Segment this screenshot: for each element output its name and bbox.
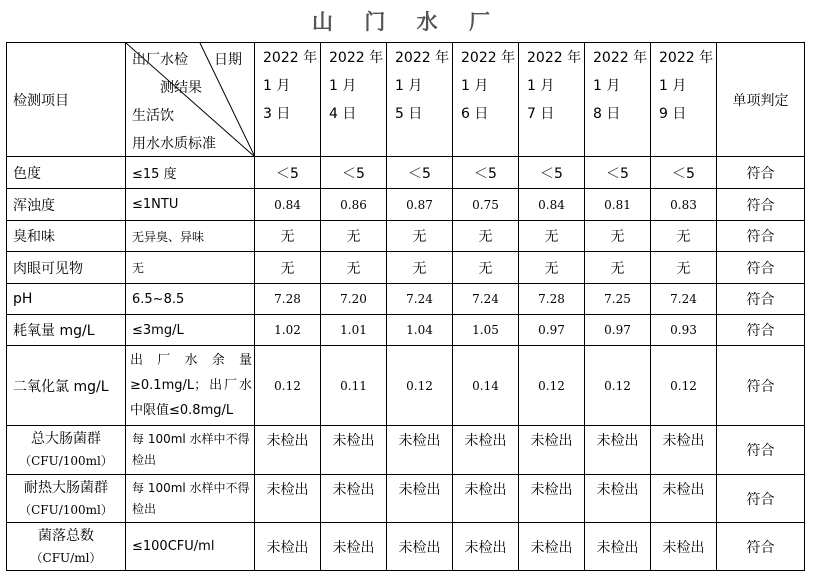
item-name: 肉眼可见物: [7, 252, 126, 284]
measurement-cell: 1.05: [453, 315, 519, 346]
measurement-cell: 0.12: [387, 346, 453, 426]
measurement-cell: 0.87: [387, 189, 453, 221]
date-header: 2022 年 1 月 5 日: [387, 43, 453, 157]
measurement-cell: 无: [255, 252, 321, 284]
judgement-cell: 符合: [717, 157, 805, 189]
table-row: [7, 426, 805, 475]
measurement-cell: 未检出: [651, 475, 717, 523]
document-title: 山 门 水 厂: [312, 10, 502, 34]
measurement-cell: 无: [387, 252, 453, 284]
measurement-cell: 未检出: [387, 426, 453, 475]
judgement-cell: 符合: [717, 189, 805, 221]
table-row: [7, 284, 805, 315]
measurement-cell: 无: [255, 221, 321, 252]
table-row: [7, 475, 805, 523]
measurement-cell: 未检出: [321, 475, 387, 523]
date-header: 2022 年 1 月 4 日: [321, 43, 387, 157]
standard-value: 每 100ml 水样中不得检出: [126, 475, 255, 523]
standard-value: ≤1NTU: [126, 189, 255, 221]
diag-water-label-b: 测结果: [160, 80, 202, 96]
judgement-cell: 符合: [717, 221, 805, 252]
measurement-cell: 0.84: [519, 189, 585, 221]
measurement-cell: 无: [651, 252, 717, 284]
measurement-cell: 无: [321, 221, 387, 252]
measurement-cell: 7.24: [453, 284, 519, 315]
item-name: pH: [7, 284, 126, 315]
measurement-cell: 0.86: [321, 189, 387, 221]
measurement-cell: 0.12: [255, 346, 321, 426]
measurement-cell: 0.12: [651, 346, 717, 426]
header-row: [7, 43, 805, 157]
item-name: 色度: [7, 157, 126, 189]
standard-value: 无: [126, 252, 255, 284]
item-name: 二氧化氯 mg/L: [7, 346, 126, 426]
measurement-cell: 未检出: [585, 475, 651, 523]
diag-water-label-a: 出厂水检: [132, 52, 188, 68]
judgement-cell: 符合: [717, 346, 805, 426]
table-row: [7, 221, 805, 252]
measurement-cell: ＜5: [651, 157, 717, 189]
table-row: [7, 315, 805, 346]
measurement-cell: 7.28: [255, 284, 321, 315]
measurement-cell: 未检出: [453, 426, 519, 475]
measurement-cell: ＜5: [453, 157, 519, 189]
measurement-cell: 7.24: [387, 284, 453, 315]
item-name: 臭和味: [7, 221, 126, 252]
date-header: 2022 年 1 月 3 日: [255, 43, 321, 157]
table-row: [7, 346, 805, 426]
measurement-cell: ＜5: [255, 157, 321, 189]
standard-value: 出厂水余量≥0.1mg/L；出厂水中限值≤0.8mg/L: [126, 346, 255, 426]
measurement-cell: 1.02: [255, 315, 321, 346]
measurement-cell: 未检出: [651, 426, 717, 475]
judgement-cell: 符合: [717, 475, 805, 523]
measurement-cell: 未检出: [255, 523, 321, 571]
item-name: 浑浊度: [7, 189, 126, 221]
table-row: [7, 523, 805, 571]
judgement-cell: 符合: [717, 284, 805, 315]
measurement-cell: 未检出: [255, 426, 321, 475]
standard-value: 每 100ml 水样中不得检出: [126, 426, 255, 475]
measurement-cell: 无: [321, 252, 387, 284]
item-name: 菌落总数 （CFU/ml）: [7, 523, 126, 571]
judgement-cell: 符合: [717, 315, 805, 346]
measurement-cell: 未检出: [519, 426, 585, 475]
table-row: [7, 189, 805, 221]
measurement-cell: 0.84: [255, 189, 321, 221]
standard-value: 6.5~8.5: [126, 284, 255, 315]
item-name: 耗氧量 mg/L: [7, 315, 126, 346]
date-header: 2022 年 1 月 6 日: [453, 43, 519, 157]
measurement-cell: 无: [387, 221, 453, 252]
diag-standard-label-a: 生活饮: [132, 108, 174, 124]
judgement-cell: 符合: [717, 252, 805, 284]
measurement-cell: 无: [453, 221, 519, 252]
measurement-cell: 0.97: [519, 315, 585, 346]
measurement-cell: 未检出: [519, 523, 585, 571]
measurement-cell: 未检出: [453, 523, 519, 571]
measurement-cell: 0.12: [519, 346, 585, 426]
judgement-cell: 符合: [717, 426, 805, 475]
standard-value: ≤3mg/L: [126, 315, 255, 346]
diag-date-label: 日期: [214, 52, 242, 68]
item-name: 耐热大肠菌群 （CFU/100ml）: [7, 475, 126, 523]
measurement-cell: 无: [453, 252, 519, 284]
measurement-cell: 0.12: [585, 346, 651, 426]
measurement-cell: 无: [585, 221, 651, 252]
diagonal-header-cell: [126, 43, 255, 157]
measurement-cell: 0.75: [453, 189, 519, 221]
measurement-cell: 1.01: [321, 315, 387, 346]
measurement-cell: 1.04: [387, 315, 453, 346]
date-header: 2022 年 1 月 8 日: [585, 43, 651, 157]
measurement-cell: 未检出: [519, 475, 585, 523]
measurement-cell: 未检出: [585, 523, 651, 571]
measurement-cell: 未检出: [255, 475, 321, 523]
diag-standard-label-b: 用水水质标准: [132, 136, 216, 152]
date-header: 2022 年 1 月 7 日: [519, 43, 585, 157]
measurement-cell: ＜5: [321, 157, 387, 189]
item-column-header: 检测项目: [7, 43, 126, 157]
measurement-cell: 无: [519, 221, 585, 252]
standard-value: ≤15 度: [126, 157, 255, 189]
measurement-cell: 未检出: [585, 426, 651, 475]
measurement-cell: 7.25: [585, 284, 651, 315]
standard-value: ≤100CFU/ml: [126, 523, 255, 571]
measurement-cell: ＜5: [387, 157, 453, 189]
measurement-cell: 无: [585, 252, 651, 284]
standard-value: 无异臭、异味: [126, 221, 255, 252]
water-quality-table: [6, 42, 805, 571]
measurement-cell: 0.93: [651, 315, 717, 346]
table-row: [7, 157, 805, 189]
measurement-cell: 无: [651, 221, 717, 252]
date-header: 2022 年 1 月 9 日: [651, 43, 717, 157]
measurement-cell: 0.97: [585, 315, 651, 346]
measurement-cell: 0.14: [453, 346, 519, 426]
measurement-cell: 7.20: [321, 284, 387, 315]
measurement-cell: 未检出: [453, 475, 519, 523]
judgement-cell: 符合: [717, 523, 805, 571]
measurement-cell: ＜5: [585, 157, 651, 189]
measurement-cell: 未检出: [321, 426, 387, 475]
measurement-cell: 0.81: [585, 189, 651, 221]
table-row: [7, 252, 805, 284]
measurement-cell: 未检出: [321, 523, 387, 571]
measurement-cell: ＜5: [519, 157, 585, 189]
measurement-cell: 未检出: [651, 523, 717, 571]
judgement-column-header: 单项判定: [717, 43, 805, 157]
measurement-cell: 7.28: [519, 284, 585, 315]
measurement-cell: 0.11: [321, 346, 387, 426]
measurement-cell: 未检出: [387, 475, 453, 523]
item-name: 总大肠菌群 （CFU/100ml）: [7, 426, 126, 475]
measurement-cell: 7.24: [651, 284, 717, 315]
measurement-cell: 未检出: [387, 523, 453, 571]
measurement-cell: 无: [519, 252, 585, 284]
measurement-cell: 0.83: [651, 189, 717, 221]
